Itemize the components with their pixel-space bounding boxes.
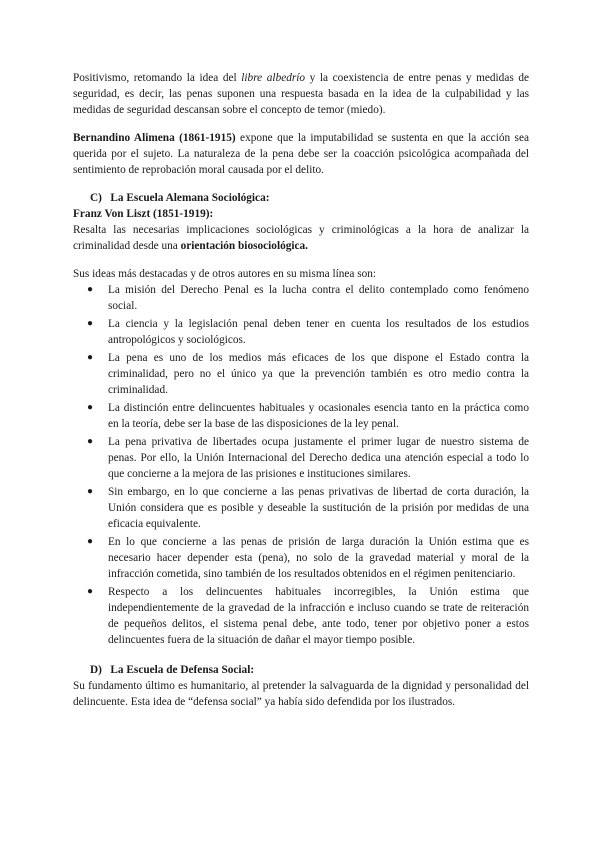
- italic-term: libre albedrío: [241, 72, 306, 84]
- paragraph-text: Resalta las necesarias implicaciones sociológicas y criminológicas a la hora de analizar la criminalidad desde una: [73, 224, 529, 252]
- section-c-lead: Sus ideas más destacadas y de otros autores en su misma línea son:: [73, 268, 377, 280]
- section-c-heading: C) La Escuela Alemana Sociológica:: [90, 192, 270, 204]
- section-d-heading: D) La Escuela de Defensa Social:: [90, 664, 255, 676]
- page-content: [73, 70, 529, 710]
- bullet-icon: ●: [87, 436, 94, 447]
- list-item: [73, 282, 529, 314]
- section-d-body: Su fundamento último es humanitario, al pretender la salvaguarda de la dignidad y personalidad del delincuente. Esta idea de “defensa social” ya había sido defendida por los ilustrados.: [73, 680, 529, 708]
- bullet-icon: ●: [87, 586, 94, 597]
- bullet-list: [73, 282, 529, 648]
- paragraph-text: Positivismo, retomando la idea del: [73, 72, 242, 84]
- paragraph-text: y la coexistencia de entre penas y medidas de seguridad, es decir, las penas suponen una respuesta basada en la idea de la culpabilidad y las medidas de seguridad descansan sobre el concepto de temor (miedo).: [73, 72, 529, 116]
- list-item-text: Respecto a los delincuentes habituales incorregibles, la Unión estima que independientemente de la gravedad de la infracción e incluso cuando se trate de reiteración de pequeños delitos, el sistema penal debe, ante todo, tener por objetivo poner a estos delincuentes fuera de la situación de dañar el mayor tiempo posible.: [108, 586, 529, 646]
- bold-term: orientación biosociológica.: [180, 240, 309, 252]
- list-item: [73, 584, 529, 648]
- author-name: Bernandino Alimena (1861-1915): [73, 132, 236, 144]
- bullet-icon: ●: [87, 318, 94, 329]
- list-item: [73, 534, 529, 582]
- list-item: [73, 434, 529, 482]
- bullet-icon: ●: [87, 536, 94, 547]
- paragraph-positivismo: [73, 70, 529, 118]
- section-c-intro: [73, 222, 529, 254]
- list-item: [73, 316, 529, 348]
- bullet-icon: ●: [87, 402, 94, 413]
- list-item-text: La ciencia y la legislación penal deben tener en cuenta los resultados de los estudios antropológicos y sociológicos.: [108, 318, 529, 346]
- paragraph-text: expone que la imputabilidad se sustenta en que la acción sea querida por el sujeto. La naturaleza de la pena debe ser la coacción psicológica acompañada del sentimiento de reprobación moral causada por el delito.: [73, 132, 529, 176]
- list-item-text: La pena privativa de libertades ocupa justamente el primer lugar de nuestro sistema de penas. Por ello, la Unión Internacional del Derecho dedica una atención especial a todo lo que concierne a la mejora de las prisiones e instituciones similares.: [108, 436, 529, 480]
- list-item-text: Sin embargo, en lo que concierne a las penas privativas de libertad de corta duración, la Unión considera que es posible y deseable la sustitución de la prisión por medidas de una eficacia equivalente.: [108, 486, 529, 530]
- list-item: [73, 484, 529, 532]
- list-item-text: La pena es uno de los medios más eficaces de los que dispone el Estado contra la criminalidad, pero no el único ya que la prevención también es otro medio contra la criminalidad.: [108, 352, 529, 396]
- list-item-text: En lo que concierne a las penas de prisión de larga duración la Unión estima que es necesario hacer depender esta (pena), no solo de la gravedad material y moral de la infracción cometida, sino también de los resultados obtenidos en el régimen penitenciario.: [108, 536, 529, 580]
- list-item: [73, 400, 529, 432]
- bullet-icon: ●: [87, 486, 94, 497]
- list-item-text: La distinción entre delincuentes habituales y ocasionales esencia tanto en la práctica como en la teoría, debe ser la base de las disposiciones de la ley penal.: [108, 402, 529, 430]
- section-c-author: Franz Von Liszt (1851-1919):: [73, 208, 214, 220]
- paragraph-alimena: [73, 130, 529, 178]
- bullet-icon: ●: [87, 352, 94, 363]
- bullet-icon: ●: [87, 284, 94, 295]
- list-item: [73, 350, 529, 398]
- list-item-text: La misión del Derecho Penal es la lucha contra el delito contemplado como fenómeno social.: [108, 284, 529, 312]
